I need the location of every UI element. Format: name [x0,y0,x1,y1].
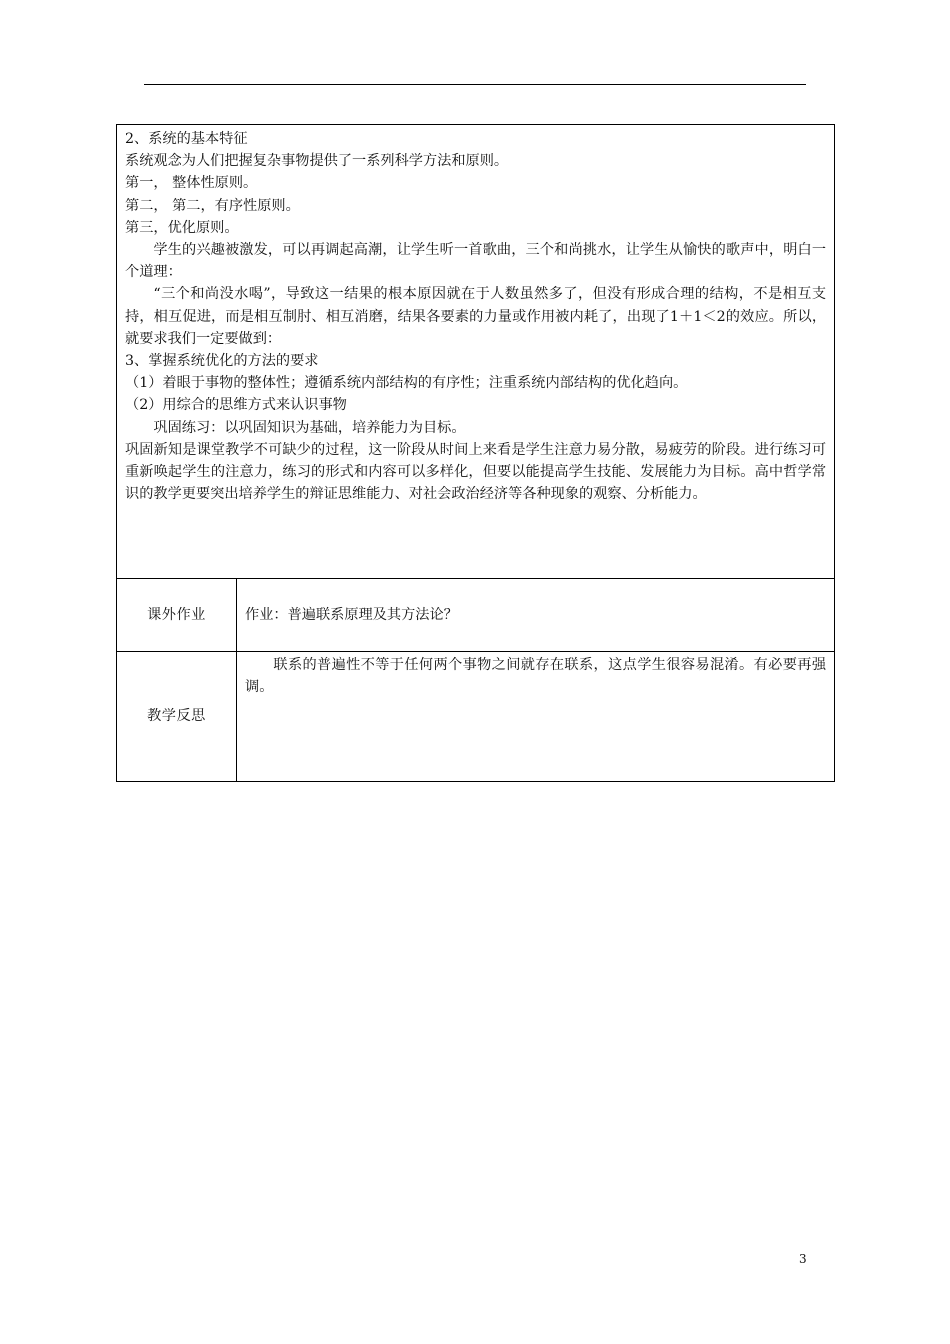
homework-text: 作业：普遍联系原理及其方法论？ [237,579,835,652]
system-concept-paragraph: 系统观念为人们把握复杂事物提供了一系列科学方法和原则。 [125,153,509,170]
homework-label: 课外作业 [117,579,237,652]
homework-row [117,579,835,652]
requirement-1: （1）着眼于事物的整体性；遵循系统内部结构的有序性；注重系统内部结构的优化趋向。 [125,375,688,392]
content-cell [117,125,835,579]
reflection-text: 联系的普遍性不等于任何两个事物之间就存在联系，这点学生很容易混淆。有必要再强调。 [245,657,827,696]
principle-third: 第三，优化原则。 [125,219,239,236]
content-row [117,125,835,579]
practice-paragraph: 巩固新知是课堂教学不可缺少的过程，这一阶段从时间上来看是学生注意力易分散，易疲劳的阶段。进行练习可重新唤起学生的注意力，练习的形式和内容可以多样化，但要以能提高学生技能、发展能力为目标。高中哲学常识的教学更要突出培养学生的辩证思维能力、对社会政治经济等各种现象的观察、分析能力。 [125,441,827,503]
section-heading-3: 3、掌握系统优化的方法的要求 [125,353,319,370]
reflection-label: 教学反思 [117,652,237,782]
practice-line: 巩固练习：以巩固知识为基础，培养能力为目标。 [153,419,466,436]
page-number: 3 [799,1252,807,1266]
song-paragraph: 学生的兴趣被激发，可以再调起高潮，让学生听一首歌曲，三个和尚挑水，让学生从愉快的歌声中，明白一个道理： [125,242,827,281]
principle-first: 第一， 整体性原则。 [125,175,258,192]
three-monks-paragraph: “三个和尚没水喝”，导致这一结果的根本原因就在于人数虽然多了，但没有形成合理的结构，不是相互支持，相互促进，而是相互制肘、相互消磨，结果各要素的力量或作用被内耗了，出现了1＋1＜2的效应。所以，就要求我们一定要做到： [125,286,827,347]
principle-second: 第二， 第二，有序性原则。 [125,197,300,214]
header-rule [144,84,806,85]
section-heading-2: 2、系统的基本特征 [125,131,248,147]
lesson-plan-table [116,124,835,782]
reflection-cell [237,652,835,782]
requirement-2: （2）用综合的思维方式来认识事物 [125,397,347,414]
reflection-row [117,652,835,782]
